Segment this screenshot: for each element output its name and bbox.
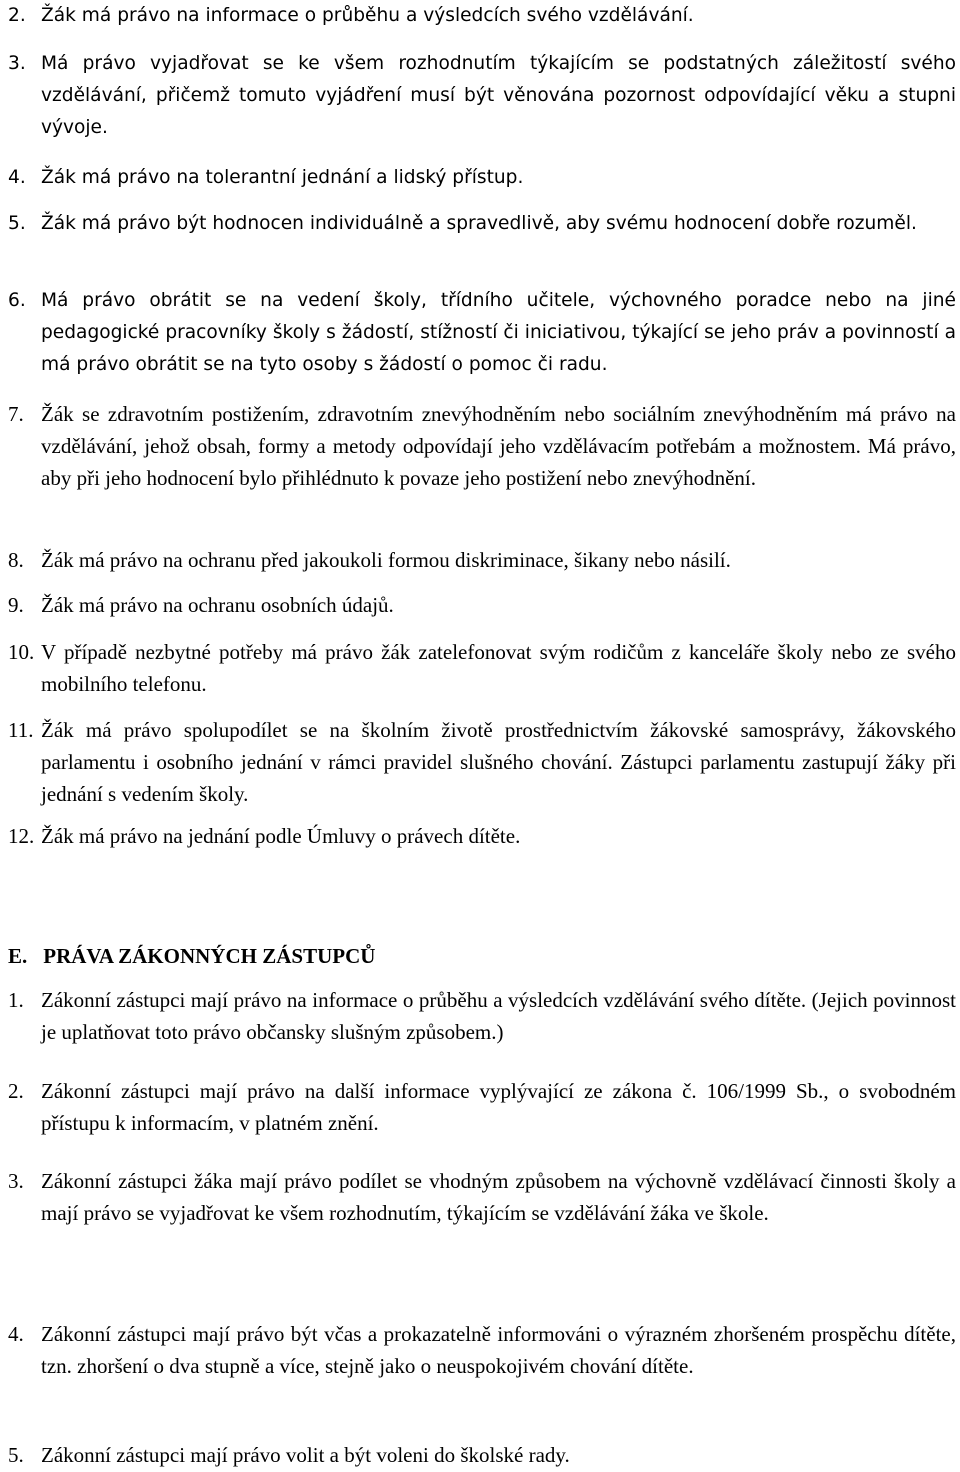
- list-item: [8, 0, 956, 32]
- list-item: [8, 1075, 956, 1139]
- list-item: [8, 398, 956, 494]
- item-number: 11.: [8, 718, 34, 742]
- item-text: Žák má právo být hodnocen individuálně a spravedlivě, aby svému hodnocení dobře rozuměl.: [41, 213, 917, 234]
- section-number: E.: [8, 944, 28, 968]
- list-item: [8, 714, 956, 810]
- item-text: Má právo vyjadřovat se ke všem rozhodnutím týkajícím se podstatných záležitostí svého vzdělávání, přičemž tomuto vyjádření musí být věnována pozornost odpovídající věku a stupni vývoje.: [41, 53, 956, 138]
- item-number: 6.: [8, 290, 26, 311]
- item-number: 9.: [8, 593, 24, 617]
- item-text: Zákonní zástupci mají právo být včas a prokazatelně informováni o výrazném zhoršeném prospěchu dítěte, tzn. zhoršení o dva stupně a více, stejně jako o neuspokojivém chování dítěte.: [41, 1322, 956, 1378]
- item-text: Zákonní zástupci mají právo na další informace vyplývající ze zákona č. 106/1999 Sb., o svobodném přístupu k informacím, v platném znění.: [41, 1079, 956, 1135]
- section-heading: [8, 940, 375, 972]
- item-text: Má právo obrátit se na vedení školy, třídního učitele, výchovného poradce nebo na jiné pedagogické pracovníky školy s žádostí, stížností či iniciativou, týkající se jeho práv a povinností a má právo obrátit se na tyto osoby s žádostí o pomoc či radu.: [41, 290, 956, 375]
- item-text: Žák má právo na informace o průběhu a výsledcích svého vzdělávání.: [41, 5, 694, 26]
- list-item: [8, 544, 956, 576]
- item-text: Žák se zdravotním postižením, zdravotním znevýhodněním nebo sociálním znevýhodněním má právo na vzdělávání, jehož obsah, formy a metody odpovídají jeho vzdělávacím potřebám a možnostem. Má právo, aby při jeho hodnocení bylo přihlédnuto k povaze jeho postižení nebo znevýhodnění.: [41, 402, 956, 490]
- section-title: PRÁVA ZÁKONNÝCH ZÁSTUPCŮ: [43, 944, 376, 968]
- item-number: 4.: [8, 167, 26, 188]
- item-number: 8.: [8, 548, 24, 572]
- item-number: 7.: [8, 402, 24, 426]
- item-text: Žák má právo na jednání podle Úmluvy o právech dítěte.: [41, 824, 521, 848]
- item-text: Žák má právo na ochranu před jakoukoli formou diskriminace, šikany nebo násilí.: [41, 548, 731, 572]
- item-text: V případě nezbytné potřeby má právo žák zatelefonovat svým rodičům z kanceláře školy nebo ze svého mobilního telefonu.: [41, 640, 956, 696]
- list-item: [8, 1318, 956, 1382]
- item-number: 12.: [8, 824, 35, 848]
- item-number: 2.: [8, 5, 26, 26]
- item-number: 5.: [8, 213, 26, 234]
- item-text: Žák má právo na tolerantní jednání a lidský přístup.: [41, 167, 524, 188]
- item-number: 5.: [8, 1443, 24, 1467]
- item-number: 2.: [8, 1079, 24, 1103]
- item-number: 4.: [8, 1322, 24, 1346]
- item-number: 3.: [8, 1169, 24, 1193]
- item-text: Žák má právo na ochranu osobních údajů.: [41, 593, 394, 617]
- list-item: [8, 984, 956, 1048]
- list-item: [8, 208, 956, 240]
- list-item: [8, 285, 956, 381]
- item-text: Žák má právo spolupodílet se na školním životě prostřednictvím žákovské samosprávy, žákovského parlamentu i osobního jednání v rámci pravidel slušného chování. Zástupci parlamentu zastupují žáky při jednání s vedením školy.: [41, 718, 956, 806]
- item-number: 1.: [8, 988, 24, 1012]
- list-item: [8, 636, 956, 700]
- item-number: 10.: [8, 640, 35, 664]
- item-text: Zákonní zástupci žáka mají právo podílet se vhodným způsobem na výchovně vzdělávací činnosti školy a mají právo se vyjadřovat ke všem rozhodnutím, týkajícím se vzdělávání žáka ve škole.: [41, 1169, 956, 1225]
- list-item: [8, 1165, 956, 1229]
- list-item: [8, 48, 956, 144]
- list-item: [8, 162, 956, 194]
- item-text: Zákonní zástupci mají právo na informace o průběhu a výsledcích vzdělávání svého dítěte. (Jejich povinnost je uplatňovat toto právo občansky slušným způsobem.): [41, 988, 956, 1044]
- item-text: Zákonní zástupci mají právo volit a být voleni do školské rady.: [41, 1443, 570, 1467]
- list-item: [8, 589, 956, 621]
- list-item: [8, 1439, 956, 1471]
- list-item: [8, 820, 956, 852]
- item-number: 3.: [8, 53, 26, 74]
